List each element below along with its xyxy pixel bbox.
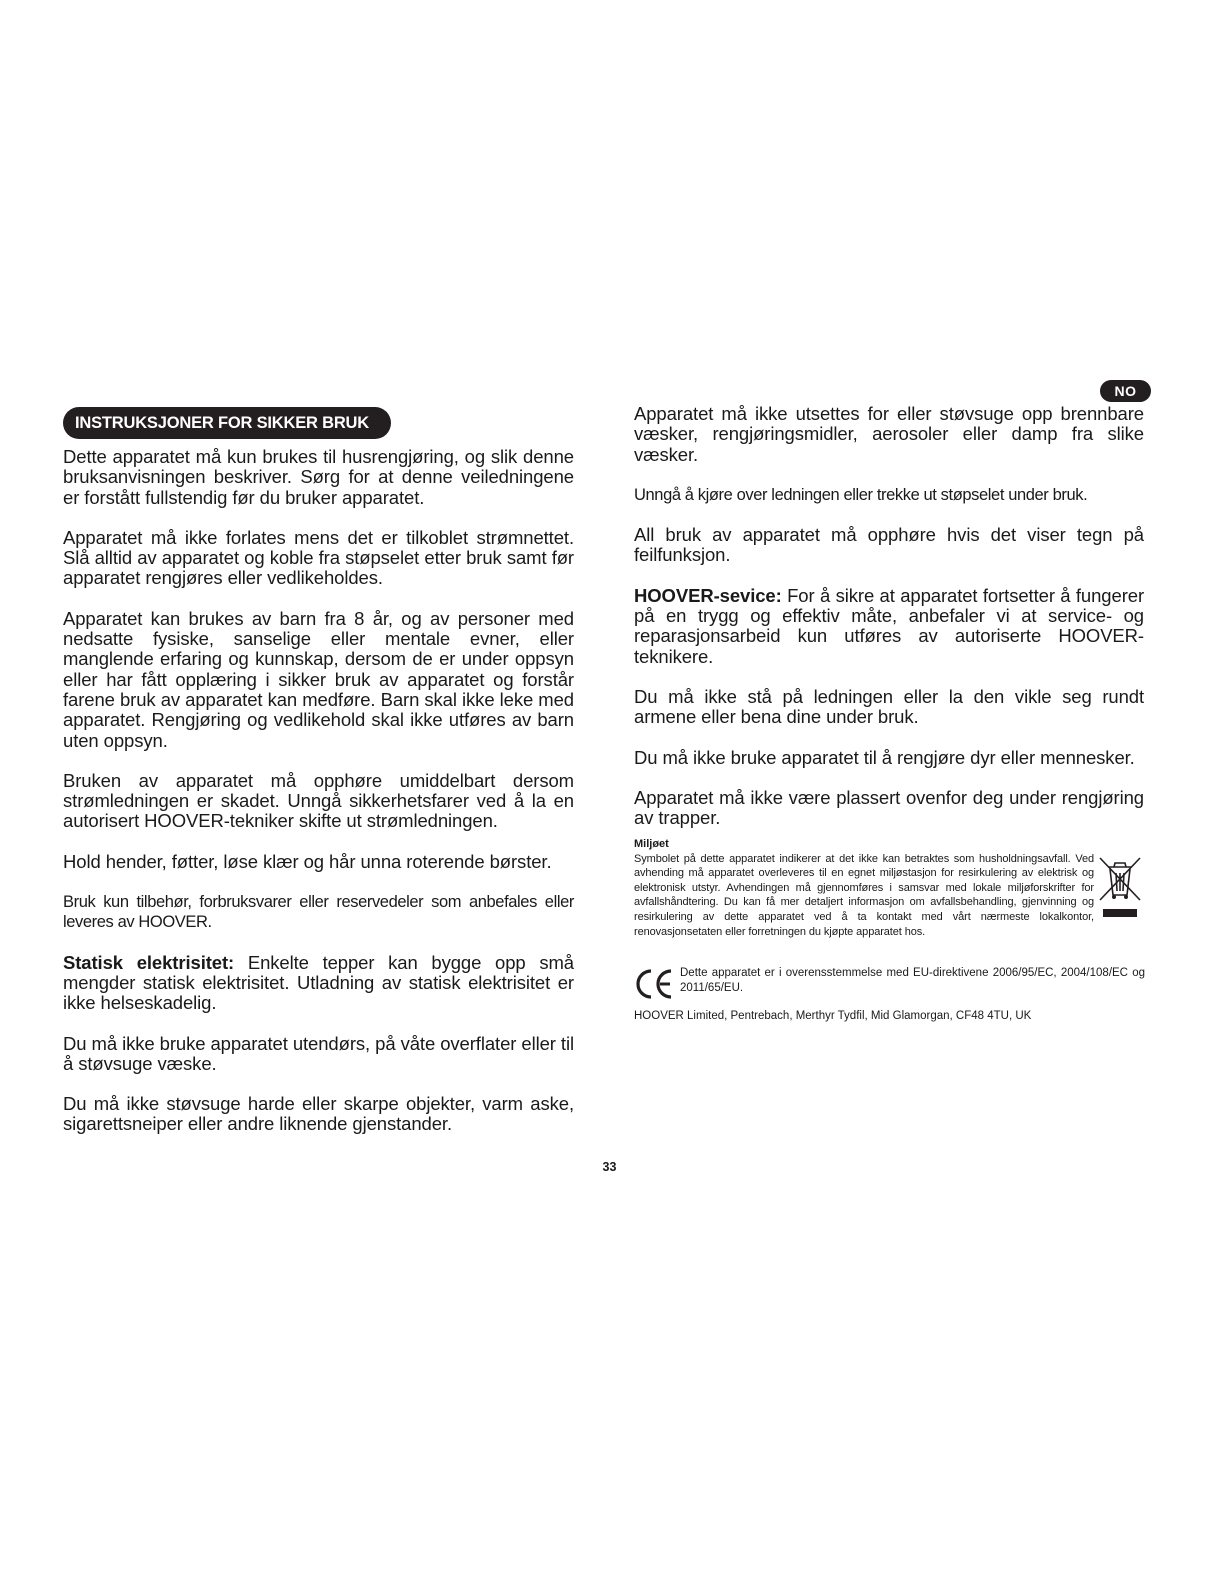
ce-declaration: Dette apparatet er i overensstemmelse med EU-direktivene 2006/95/EC, 2004/108/EC og 2011/65/EU. bbox=[680, 967, 1145, 994]
environment-title: Miljøet bbox=[634, 838, 669, 850]
left-column bbox=[63, 447, 574, 1155]
manufacturer-address: HOOVER Limited, Pentrebach, Merthyr Tydfil, Mid Glamorgan, CF48 4TU, UK bbox=[634, 1010, 1032, 1022]
paragraph: Bruken av apparatet må opphøre umiddelbart dersom strømledningen er skadet. Unngå sikkerhetsfarer ved å la en autorisert HOOVER-tekniker skifte ut strømledningen. bbox=[63, 769, 574, 832]
paragraph: Apparatet må ikke forlates mens det er tilkoblet strømnettet. Slå alltid av apparatet og koble fra støpselet etter bruk samt før apparatet rengjøres eller vedlikeholdes. bbox=[63, 526, 574, 589]
page-number: 33 bbox=[602, 1160, 617, 1174]
environment-body: Symbolet på dette apparatet indikerer at det ikke kan betraktes som husholdningsavfall. Ved avhending må apparatet overleveres til en egnet miljøstasjon for resirkulering av elektrisk og elektronisk utstyr. Avhendingen må gjennomføres i samsvar med lokale miljøforskrifter for avfallshåndtering. Du kan få mer detaljert informasjon om avfallsbehandling, gjenvinning og resirkulering av dette apparatet ved å ta kontakt med vårt nærmeste lokalkontor, renovasjonsetaten eller forretningen du kjøpte apparatet hos. bbox=[634, 852, 1094, 938]
environment-notice bbox=[634, 837, 1094, 939]
right-column bbox=[634, 404, 1144, 848]
language-badge: NO bbox=[1100, 380, 1151, 402]
ce-mark-icon bbox=[634, 968, 674, 1000]
paragraph: Du må ikke stå på ledningen eller la den vikle seg rundt armene eller bena dine under bruk. bbox=[634, 685, 1144, 728]
section-title: INSTRUKSJONER FOR SIKKER BRUK bbox=[63, 407, 391, 439]
paragraph-lead: Statisk elektrisitet: bbox=[63, 951, 235, 973]
paragraph: Apparatet kan brukes av barn fra 8 år, og av personer med nedsatte fysiske, sanselige eller mentale evner, eller manglende erfaring og kunnskap, dersom de er under oppsyn eller har fått opplæring i sikker bruk av apparatet og forstår farene bruk av apparatet kan medføre. Barn skal ikke leke med apparatet. Rengjøring og vedlikehold skal ikke utføres av barn uten oppsyn. bbox=[63, 607, 574, 751]
paragraph: Du må ikke støvsuge harde eller skarpe objekter, varm aske, sigarettsneiper eller andre liknende gjenstander. bbox=[63, 1093, 574, 1135]
weee-crossed-bin-icon bbox=[1097, 853, 1143, 919]
paragraph: Hold hender, føtter, løse klær og hår unna roterende børster. bbox=[63, 850, 552, 872]
paragraph: Apparatet må ikke utsettes for eller støvsuge opp brennbare væsker, rengjøringsmidler, aerosoler eller damp fra slike væsker. bbox=[634, 403, 1144, 465]
paragraph: All bruk av apparatet må opphøre hvis det viser tegn på feilfunksjon. bbox=[634, 524, 1144, 566]
paragraph: HOOVER-sevice: For å sikre at apparatet fortsetter å fungerer på en trygg og effektiv måte, anbefaler vi at service- og reparasjonsarbeid kun utføres av autoriserte HOOVER-teknikere. bbox=[634, 584, 1144, 667]
paragraph: Apparatet må ikke være plassert ovenfor deg under rengjøring av trapper. bbox=[634, 786, 1144, 829]
paragraph: Statisk elektrisitet: Enkelte tepper kan bygge opp små mengder statisk elektrisitet. Utladning av statisk elektrisitet er ikke helseskadelig. bbox=[63, 951, 574, 1014]
paragraph: Unngå å kjøre over ledningen eller trekke ut støpselet under bruk. bbox=[634, 485, 1088, 504]
paragraph-lead: HOOVER-sevice: bbox=[634, 584, 782, 606]
paragraph: Bruk kun tilbehør, forbruksvarer eller reservedeler som anbefales eller leveres av HOOVER. bbox=[63, 893, 574, 932]
paragraph: Du må ikke bruke apparatet utendørs, på våte overflater eller til å støvsuge væske. bbox=[63, 1032, 574, 1074]
paragraph: Du må ikke bruke apparatet til å rengjøre dyr eller mennesker. bbox=[634, 746, 1135, 768]
paragraph: Dette apparatet må kun brukes til husrengjøring, og slik denne bruksanvisningen beskriver. Sørg for at denne veiledningene er forstått fullstendig før du bruker apparatet. bbox=[63, 446, 574, 508]
